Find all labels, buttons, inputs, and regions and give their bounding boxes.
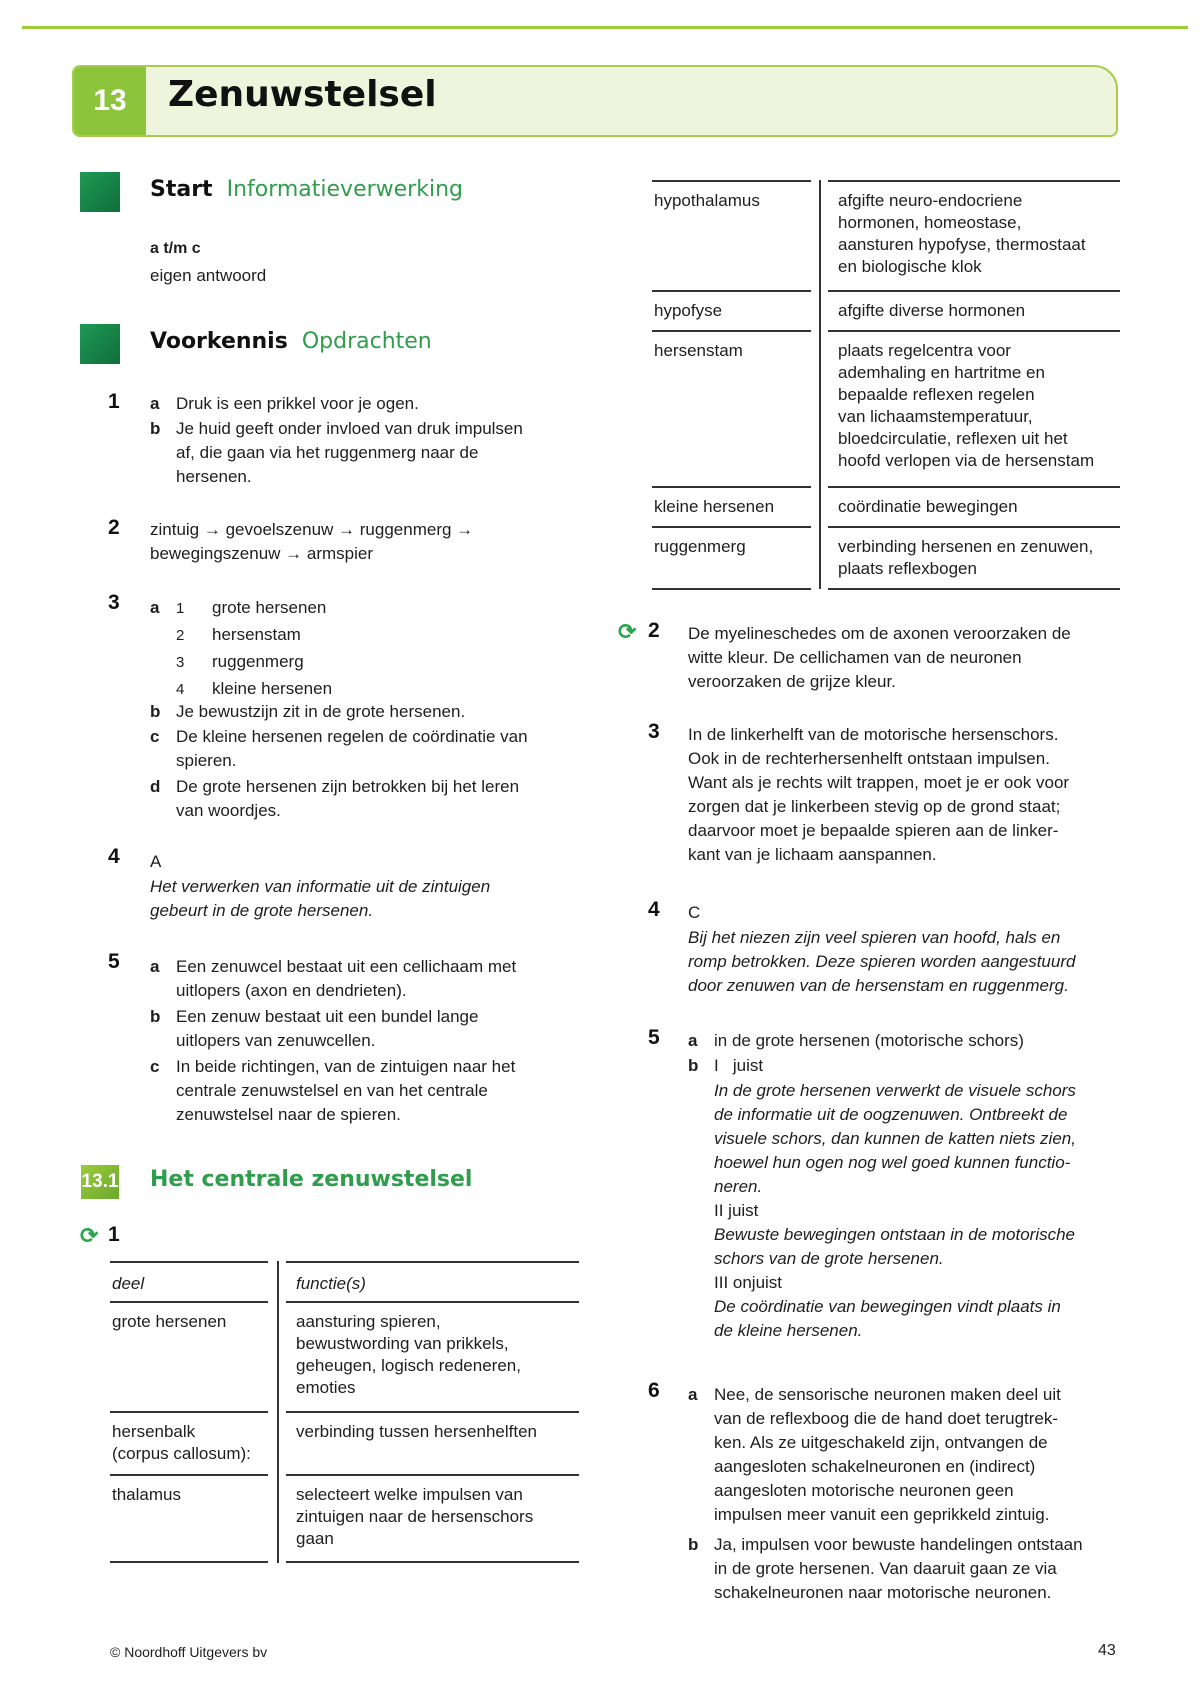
table-rule: [828, 180, 1120, 182]
table-cell: thalamus: [112, 1485, 181, 1504]
question-number: 1: [108, 390, 120, 413]
start-answer: eigen antwoord: [150, 266, 267, 285]
table-rule: [286, 1411, 579, 1413]
table-rule: [286, 1561, 579, 1563]
table-cell: hersenbalk (corpus callosum):: [112, 1422, 251, 1463]
question-number: 5: [108, 950, 120, 973]
answer-text: In de linkerhelft van de motorische hersenschors. Ook in de rechterhersenhelft ontstaan impulsen. Want als je rechts wilt trappen, moet je er ook voor zorgen dat je linkerbeen stevig op de grond staat; daarvoor moet je bepaalde spieren aan de linker- kant van je lichaam aanspannen.: [688, 725, 1070, 864]
answer-text: De grote hersenen zijn betrokken bij het leren van woordjes.: [176, 777, 520, 820]
table-rule: [110, 1301, 268, 1303]
answer-text: zintuig → gevoelszenuw → ruggenmerg → bewegingszenuw → armspier: [150, 520, 474, 563]
table-cell: kleine hersenen: [654, 497, 775, 516]
table-rule: [110, 1474, 268, 1476]
table-cell: afgifte diverse hormonen: [838, 301, 1026, 320]
chapter-number: 13: [74, 67, 146, 135]
question-number: 2: [648, 619, 660, 642]
table-rule: [828, 290, 1120, 292]
cycle-icon: ⟳: [618, 619, 637, 644]
answer-text: De myelineschedes om de axonen veroorzaken de witte kleur. De cellichamen van de neuronen veroorzaken de grijze kleur.: [688, 624, 1071, 691]
table-cell: selecteert welke impulsen van zintuigen naar de hersenschors gaan: [296, 1485, 534, 1548]
start-heading: Start Informatieverwerking: [150, 177, 463, 202]
table-cell: grote hersenen: [112, 1312, 227, 1331]
section-title: Het centrale zenuwstelsel: [150, 1167, 473, 1192]
answer-text: Je bewustzijn zit in de grote hersenen.: [176, 702, 466, 721]
explanation: Het verwerken van informatie uit de zintuigen gebeurt in de grote hersenen.: [150, 877, 491, 920]
table-rule: [652, 180, 811, 182]
question-number: 5: [648, 1026, 660, 1049]
sub-label: d: [150, 777, 161, 796]
chapter-header: [72, 65, 1118, 137]
answer-text: Een zenuwcel bestaat uit een cellichaam met uitlopers (axon en dendrieten).: [176, 957, 517, 1000]
table-rule: [652, 330, 811, 332]
chapter-title: Zenuwstelsel: [168, 74, 437, 115]
answer-text: In beide richtingen, van de zintuigen naar het centrale zenuwstelsel en van het centrale zenuwstelsel naar de spieren.: [176, 1057, 516, 1124]
table-rule: [828, 588, 1120, 590]
sub-label: b: [150, 1007, 161, 1026]
column-header: deel: [112, 1274, 145, 1293]
sub-label: a: [150, 394, 160, 413]
table-divider: [277, 1261, 279, 1563]
table-rule: [286, 1301, 579, 1303]
numbered-list: 1 grote hersenen 2 hersenstam 3 ruggenmerg 4 kleine hersenen: [176, 598, 333, 698]
sub-label: b: [150, 702, 161, 721]
question-number: 3: [108, 591, 120, 614]
answer-text: De kleine hersenen regelen de coördinatie van spieren.: [176, 727, 528, 770]
table-rule: [652, 588, 811, 590]
sub-label: a: [688, 1031, 698, 1050]
answer-text: Ja, impulsen voor bewuste handelingen ontstaan in de grote hersenen. Van daaruit gaan ze via schakelneuronen naar motorische neuronen.: [714, 1535, 1083, 1602]
answer-choice: C: [688, 903, 701, 922]
sub-label: c: [150, 1057, 160, 1076]
table-divider: [819, 180, 821, 589]
answer-text: Druk is een prikkel voor je ogen.: [176, 394, 419, 413]
table-rule: [828, 526, 1120, 528]
table-cell: verbinding tussen hersenhelften: [296, 1422, 537, 1441]
answer-choice: A: [150, 852, 162, 871]
question-number: 2: [108, 516, 120, 539]
start-marker: [80, 172, 120, 212]
question-number: 6: [648, 1379, 660, 1402]
copyright: © Noordhoff Uitgevers bv: [110, 1644, 268, 1660]
table-cell: hypothalamus: [654, 191, 760, 210]
answer-text: I juist: [714, 1056, 764, 1075]
column-header: functie(s): [296, 1274, 366, 1293]
page-number: 43: [1098, 1642, 1116, 1659]
table-rule: [828, 486, 1120, 488]
table-cell: verbinding hersenen en zenuwen, plaats reflexbogen: [838, 537, 1094, 578]
table-cell: plaats regelcentra voor ademhaling en hartritme en bepaalde reflexen regelen van lichaamstemperatuur, bloedcirculatie, reflexen uit het hoofd verlopen via de hersenstam: [838, 341, 1095, 470]
cycle-icon: ⟳: [80, 1223, 99, 1248]
table-cell: coördinatie bewegingen: [838, 497, 1018, 516]
question-number: 4: [108, 845, 120, 868]
table-rule: [110, 1261, 268, 1263]
question-number: 3: [648, 720, 660, 743]
start-item: a t/m c: [150, 240, 201, 257]
table-cell: aansturing spieren, bewustwording van prikkels, geheugen, logisch redeneren, emoties: [296, 1312, 521, 1397]
section-number-badge: 13.1: [81, 1165, 119, 1199]
answer-text: in de grote hersenen (motorische schors): [714, 1031, 1024, 1050]
sub-label: b: [150, 419, 161, 438]
sub-label: a: [688, 1385, 698, 1404]
table-cell: ruggenmerg: [654, 537, 746, 556]
question-number: 1: [108, 1223, 120, 1246]
table-rule: [110, 1411, 268, 1413]
top-rule: [22, 26, 1188, 29]
voorkennis-heading: Voorkennis Opdrachten: [150, 329, 432, 354]
sub-label: a: [150, 957, 160, 976]
table-rule: [286, 1261, 579, 1263]
voorkennis-marker: [80, 324, 120, 364]
sub-label: b: [688, 1535, 699, 1554]
answer-text: Nee, de sensorische neuronen maken deel uit van de reflexboog die de hand doet terugtrek- ken. Als ze uitgeschakeld zijn, ontvangen de aangesloten schakelneuronen en (indirect) aangesloten motorische neuronen geen impulsen meer vanuit een geprikkeld zintuig.: [714, 1385, 1061, 1524]
question-number: 4: [648, 898, 660, 921]
table-rule: [828, 330, 1120, 332]
table-rule: [652, 290, 811, 292]
explanation: In de grote hersenen verwerkt de visuele schors de informatie uit de oogzenuwen. Ontbreekt de visuele schors, dan kunnen de katten niets zien, hoewel hun ogen nog wel goed kunnen functio- neren. II juist Bewuste bewegingen ontstaan in de motorische schors van de grote hersenen. III onjuist De coördinatie van bewegingen vindt plaats in de kleine hersenen.: [714, 1081, 1076, 1340]
sub-label: c: [150, 727, 160, 746]
table-cell: hersenstam: [654, 341, 743, 360]
table-rule: [110, 1561, 268, 1563]
answer-text: Je huid geeft onder invloed van druk impulsen af, die gaan via het ruggenmerg naar de hersenen.: [176, 419, 523, 486]
answer-text: Een zenuw bestaat uit een bundel lange uitlopers van zenuwcellen.: [176, 1007, 479, 1050]
table-cell: afgifte neuro-endocriene hormonen, homeostase, aansturen hypofyse, thermostaat en biologische klok: [838, 191, 1086, 276]
table-rule: [286, 1474, 579, 1476]
table-cell: hypofyse: [654, 301, 723, 320]
sub-label: a: [150, 598, 160, 617]
sub-label: b: [688, 1056, 699, 1075]
table-rule: [652, 526, 811, 528]
explanation: Bij het niezen zijn veel spieren van hoofd, hals en romp betrokken. Deze spieren worden aangestuurd door zenuwen van de hersenstam en ruggenmerg.: [688, 928, 1076, 995]
table-rule: [652, 486, 811, 488]
